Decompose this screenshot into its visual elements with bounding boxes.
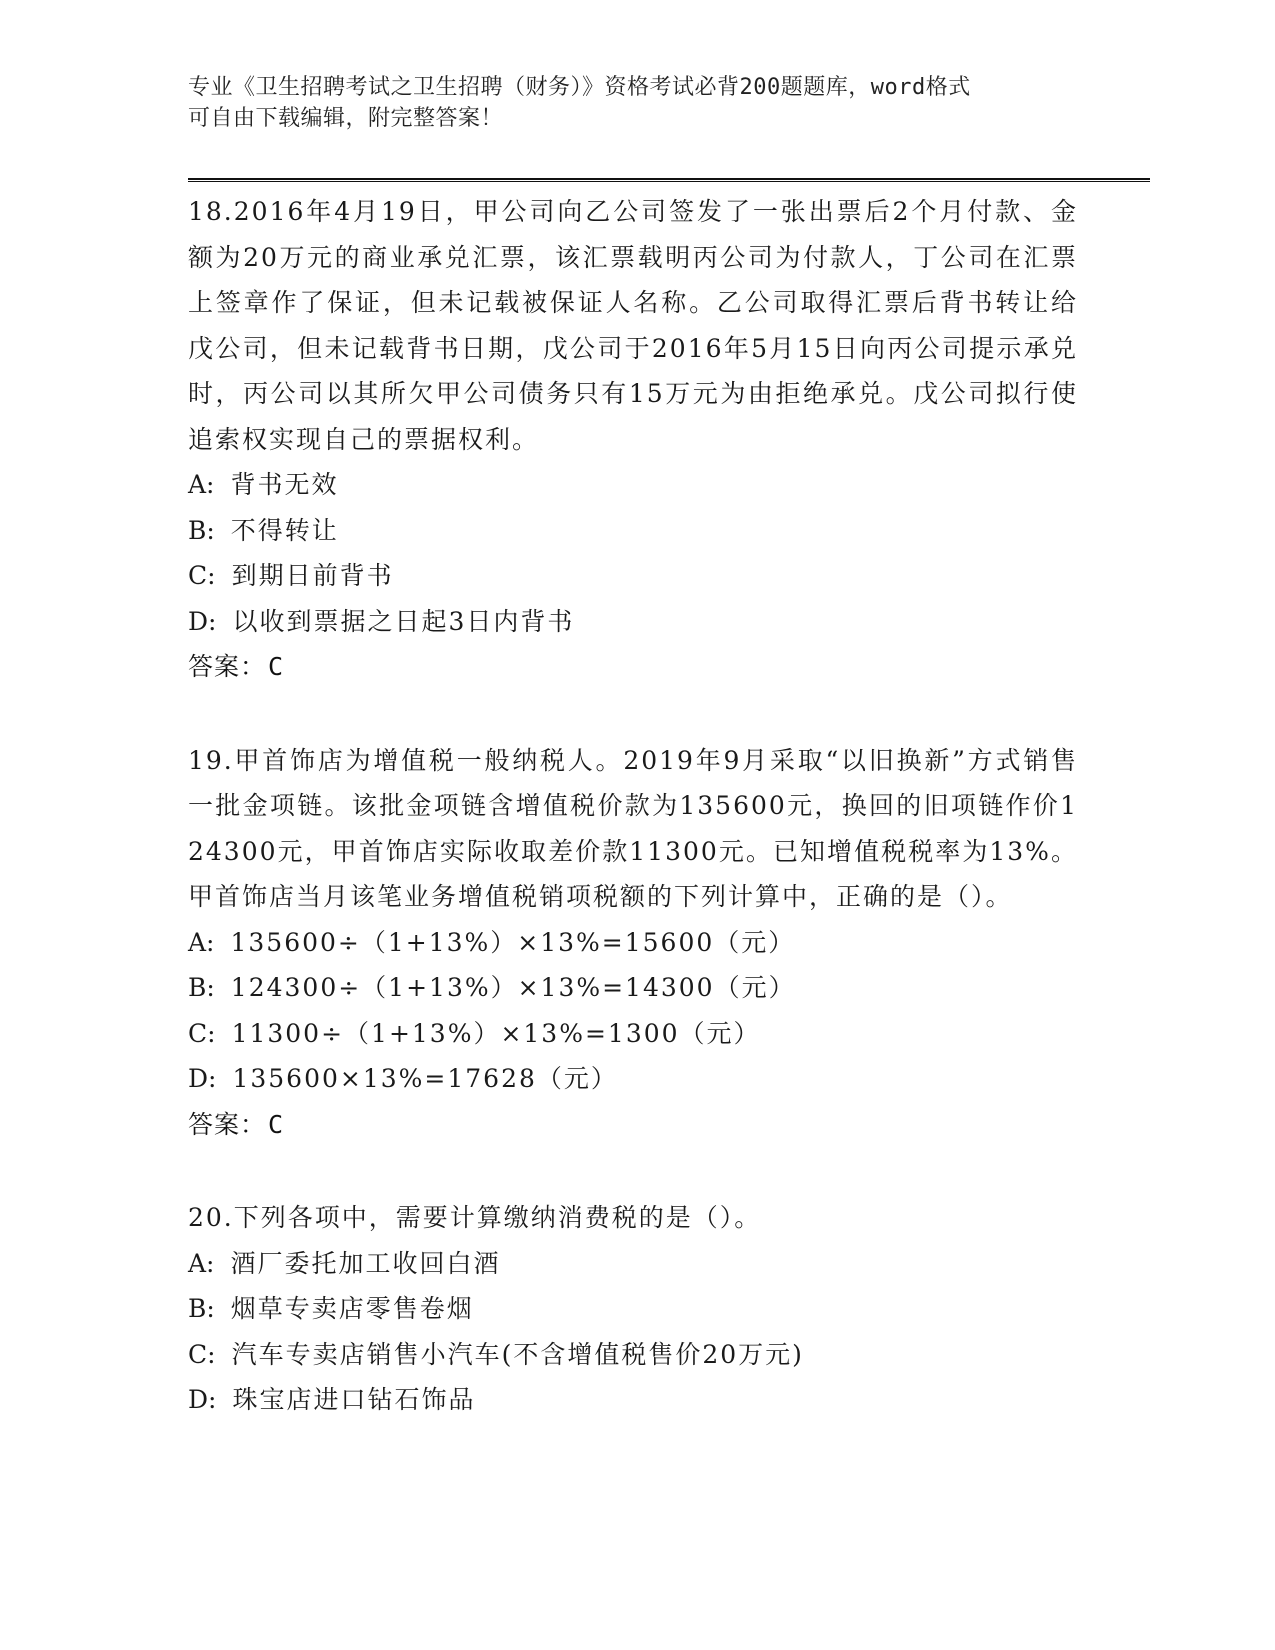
option-text: 到期日前背书 [231, 561, 394, 590]
option-b [188, 965, 1088, 1011]
question-20 [188, 1195, 1088, 1423]
option-text: 酒厂委托加工收回白酒 [230, 1248, 501, 1278]
answer-line [188, 644, 1088, 690]
question-19 [188, 738, 1088, 1148]
option-text: 背书无效 [230, 470, 339, 499]
header-title-line-2: 可自由下载编辑，附完整答案！ [188, 106, 504, 131]
option-a [188, 920, 1088, 966]
question-stem: 19.甲首饰店为增值税一般纳税人。2019年9月采取“以旧换新”方式销售一批金项链。该批金项链含增值税价款为135600元，换回的旧项链作价124300元，甲首饰店实际收取差价款11300元。已知增值税税率为13%。甲首饰店当月该笔业务增值税销项税额的下列计算中，正确的是（）。 [188, 745, 1078, 911]
page-header [188, 72, 1088, 134]
answer-value: C [268, 1109, 285, 1139]
option-text: 烟草专卖店零售卷烟 [230, 1294, 474, 1323]
option-letter: A: [188, 927, 215, 957]
option-letter: D: [188, 1064, 217, 1093]
option-letter: C: [188, 1018, 216, 1048]
answer-label: 答案： [188, 1109, 267, 1139]
option-letter: A: [188, 470, 215, 499]
option-letter: D: [188, 606, 217, 636]
option-letter: D: [188, 1385, 217, 1414]
question-spacer [188, 690, 1088, 738]
option-d [188, 599, 1088, 645]
option-c [188, 1011, 1088, 1057]
option-letter: A: [188, 1248, 215, 1278]
option-list [188, 920, 1088, 1102]
option-text: 汽车专卖店销售小汽车(不含增值税售价20万元) [231, 1339, 804, 1369]
option-a [188, 1241, 1088, 1287]
question-list [188, 189, 1088, 1423]
option-letter: B: [188, 1294, 215, 1323]
question-stem: 18.2016年4月19日，甲公司向乙公司签发了一张出票后2个月付款、金额为20万元的商业承兑汇票，该汇票载明丙公司为付款人，丁公司在汇票上签章作了保证，但未记载被保证人名称。乙公司取得汇票后背书转让给戊公司，但未记载背书日期，戊公司于2016年5月15日向丙公司提示承兑时，丙公司以其所欠甲公司债务只有15万元为由拒绝承兑。戊公司拟行使追索权实现自己的票据权利。 [188, 197, 1078, 454]
question-18 [188, 189, 1088, 690]
option-c [188, 553, 1088, 599]
answer-label: 答案： [188, 652, 267, 681]
question-spacer [188, 1147, 1088, 1195]
option-text: 124300÷（1+13%）×13%=14300（元） [230, 973, 796, 1002]
option-text: 135600÷（1+13%）×13%=15600（元） [230, 927, 796, 957]
option-text: 135600×13%=17628（元） [232, 1064, 618, 1093]
option-letter: C: [188, 1339, 216, 1369]
option-text: 以收到票据之日起3日内背书 [232, 606, 575, 636]
option-d [188, 1377, 1088, 1423]
option-letter: B: [188, 973, 215, 1002]
header-divider [188, 178, 1150, 182]
option-text: 11300÷（1+13%）×13%=1300（元） [231, 1018, 761, 1048]
option-text: 不得转让 [230, 515, 339, 545]
option-c [188, 1332, 1088, 1378]
option-text: 珠宝店进口钻石饰品 [232, 1385, 476, 1414]
header-title-line-1: 专业《卫生招聘考试之卫生招聘（财务）》资格考试必背200题题库，word格式 [188, 75, 971, 100]
option-letter: C: [188, 561, 216, 590]
answer-value: C [268, 652, 285, 681]
option-b [188, 508, 1088, 554]
option-list [188, 462, 1088, 644]
option-b [188, 1286, 1088, 1332]
option-a [188, 462, 1088, 508]
option-list [188, 1241, 1088, 1423]
answer-line [188, 1102, 1088, 1148]
option-letter: B: [188, 515, 215, 545]
question-stem: 20.下列各项中，需要计算缴纳消费税的是（）。 [188, 1203, 762, 1232]
option-d [188, 1056, 1088, 1102]
